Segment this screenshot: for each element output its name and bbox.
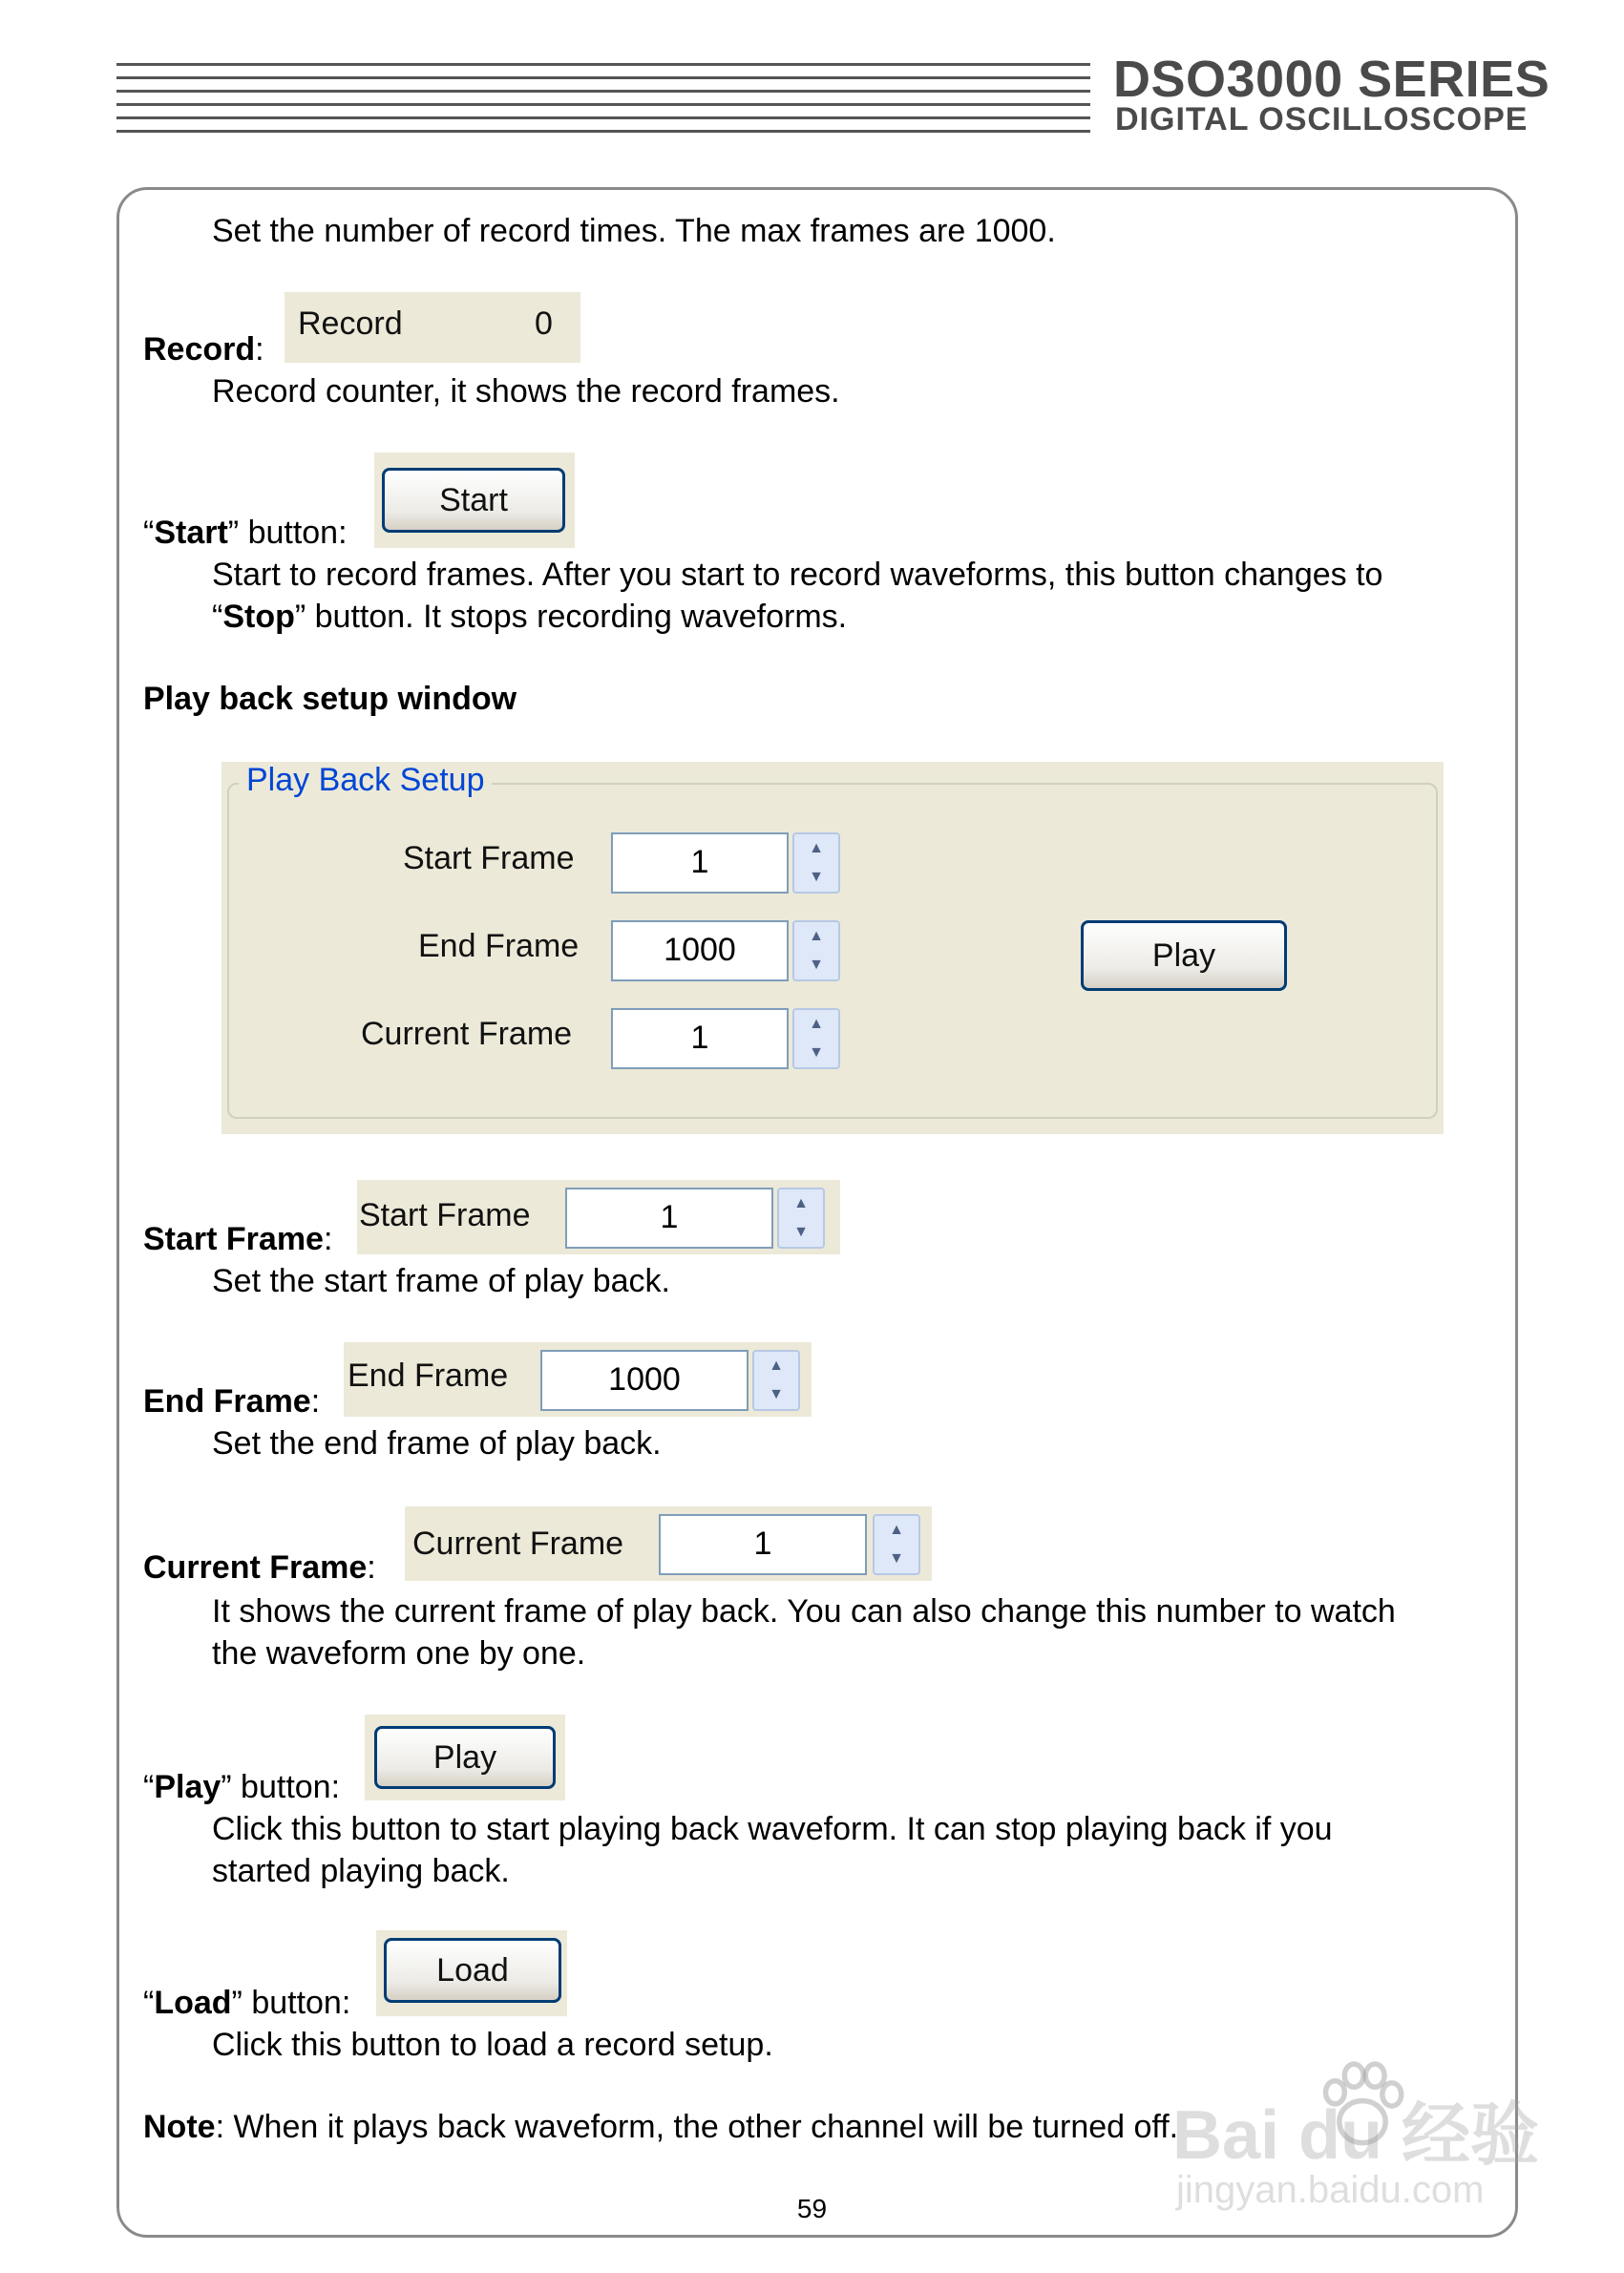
end-frame-input[interactable]: 1000 <box>540 1350 749 1411</box>
current-frame-term: Current Frame <box>143 1549 368 1586</box>
current-frame-heading <box>143 1547 376 1589</box>
start-term: Start <box>154 515 228 551</box>
current-frame-desc-line1: It shows the current frame of play back. You can also change this number to watch <box>212 1593 1396 1630</box>
end-frame-term: End Frame <box>143 1383 311 1420</box>
pb-start-frame-label: Start Frame <box>403 840 575 876</box>
spin-up-icon[interactable]: ▲ <box>809 928 824 944</box>
play-desc-line1: Click this button to start playing back waveform. It can stop playing back if you <box>212 1811 1333 1847</box>
spin-down-icon[interactable]: ▼ <box>889 1550 904 1567</box>
play-heading <box>143 1766 340 1808</box>
end-frame-heading <box>143 1380 320 1422</box>
current-frame-desc-line2: the waveform one by one. <box>212 1635 586 1672</box>
record-counter-widget <box>285 292 580 363</box>
record-counter-value: 0 <box>535 305 553 342</box>
play-desc-line2: started playing back. <box>212 1853 510 1889</box>
spin-up-icon[interactable]: ▲ <box>793 1195 809 1211</box>
record-heading <box>143 328 264 370</box>
load-quote-close: ” button: <box>231 1985 351 2021</box>
spin-down-icon[interactable]: ▼ <box>809 1044 824 1061</box>
end-frame-widget-label: End Frame <box>348 1357 509 1394</box>
start-desc-line2 <box>212 596 847 638</box>
spin-down-icon[interactable]: ▼ <box>809 957 824 973</box>
spin-up-icon[interactable]: ▲ <box>889 1522 904 1538</box>
pb-end-frame-label: End Frame <box>418 928 580 964</box>
end-frame-desc: Set the end frame of play back. <box>212 1425 662 1462</box>
start-button-snippet <box>374 452 575 548</box>
record-sep: : <box>255 331 264 368</box>
record-desc: Record counter, it shows the record frames. <box>212 373 840 410</box>
start-frame-input[interactable]: 1 <box>565 1188 773 1249</box>
start-frame-spinner[interactable] <box>777 1188 825 1249</box>
record-term: Record <box>143 331 256 368</box>
start-desc-line1: Start to record frames. After you start to record waveforms, this button changes to <box>212 557 1383 593</box>
pb-current-frame-spinner[interactable] <box>792 1008 840 1069</box>
end-frame-sep: : <box>310 1383 321 1420</box>
current-frame-widget <box>405 1506 932 1581</box>
start-frame-heading <box>143 1218 332 1260</box>
current-frame-widget-label: Current Frame <box>412 1526 624 1562</box>
pb-current-frame-label: Current Frame <box>361 1016 573 1052</box>
pb-play-button[interactable]: Play <box>1081 920 1287 991</box>
current-frame-spinner[interactable] <box>873 1514 920 1575</box>
start-button[interactable]: Start <box>382 468 565 533</box>
play-button[interactable]: Play <box>374 1726 556 1789</box>
current-frame-input[interactable]: 1 <box>659 1514 867 1575</box>
play-term: Play <box>154 1769 221 1805</box>
playback-heading <box>143 678 517 720</box>
start-frame-desc: Set the start frame of play back. <box>212 1263 671 1299</box>
pb-end-frame-spinner[interactable] <box>792 920 840 981</box>
load-desc: Click this button to load a record setup. <box>212 2027 773 2063</box>
pb-start-frame-input[interactable]: 1 <box>611 832 789 894</box>
current-frame-sep: : <box>367 1549 376 1586</box>
start-frame-widget-label: Start Frame <box>359 1197 531 1233</box>
watermark-brand: Bai du 经验 <box>1172 2097 1540 2174</box>
stop-desc-rest: ” button. It stops recording waveforms. <box>294 599 848 635</box>
start-quote-open: “ <box>143 515 155 551</box>
header-title: DSO3000 SERIES <box>1113 51 1550 108</box>
note-body: : When it plays back waveform, the other channel will be turned off. <box>215 2109 1179 2145</box>
start-frame-term: Start Frame <box>143 1221 324 1257</box>
load-term: Load <box>154 1985 232 2021</box>
playback-heading-text: Play back setup window <box>143 681 517 717</box>
stop-term: Stop <box>222 599 295 635</box>
end-frame-spinner[interactable] <box>752 1350 800 1411</box>
start-heading <box>143 512 348 554</box>
play-quote-close: ” button: <box>221 1769 341 1805</box>
pb-current-frame-input[interactable]: 1 <box>611 1008 789 1069</box>
load-heading <box>143 1982 350 2024</box>
playback-setup-window <box>221 762 1444 1134</box>
header-subtitle: DIGITAL OSCILLOSCOPE <box>1115 101 1529 137</box>
spin-down-icon[interactable]: ▼ <box>793 1224 809 1240</box>
watermark-url: jingyan.baidu.com <box>1176 2169 1485 2211</box>
load-button[interactable]: Load <box>384 1938 561 2003</box>
spin-up-icon[interactable]: ▲ <box>769 1357 784 1374</box>
record-counter-label: Record <box>298 305 403 342</box>
playback-group-title: Play Back Setup <box>239 762 492 799</box>
note-text <box>143 2106 1178 2148</box>
spin-down-icon[interactable]: ▼ <box>809 869 824 885</box>
spin-down-icon[interactable]: ▼ <box>769 1386 784 1402</box>
pb-start-frame-spinner[interactable] <box>792 832 840 894</box>
start-quote-close: ” button: <box>227 515 348 551</box>
load-button-snippet <box>376 1930 567 2016</box>
header-rule-lines <box>116 63 1090 134</box>
start-frame-widget <box>357 1180 840 1254</box>
play-button-snippet <box>365 1715 565 1800</box>
spin-up-icon[interactable]: ▲ <box>809 840 824 856</box>
note-term: Note <box>143 2109 216 2145</box>
intro-text: Set the number of record times. The max frames are 1000. <box>212 213 1056 249</box>
page-number: 59 <box>796 2194 828 2223</box>
load-quote-open: “ <box>143 1985 155 2021</box>
play-quote-open: “ <box>143 1769 155 1805</box>
start-frame-sep: : <box>323 1221 333 1257</box>
spin-up-icon[interactable]: ▲ <box>809 1016 824 1032</box>
pb-end-frame-input[interactable]: 1000 <box>611 920 789 981</box>
stop-quote-open: “ <box>212 599 223 635</box>
end-frame-widget <box>344 1342 812 1417</box>
